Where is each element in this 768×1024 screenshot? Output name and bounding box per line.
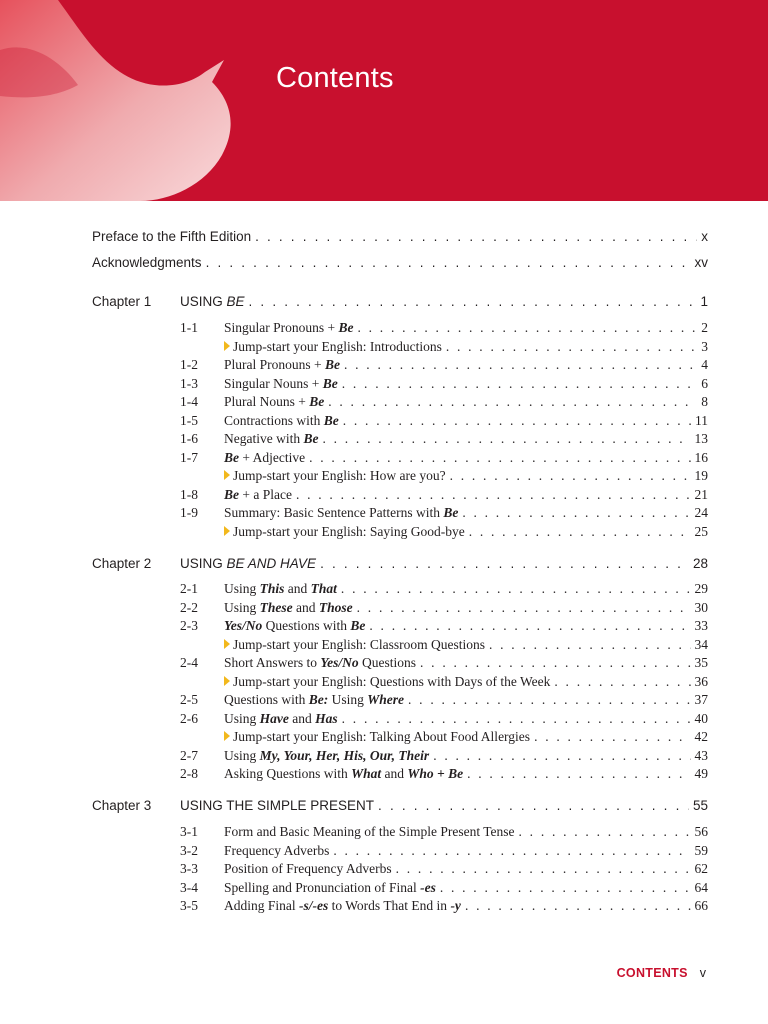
page-number: 64 bbox=[694, 879, 708, 895]
section-title bbox=[224, 357, 340, 373]
page-number: 19 bbox=[694, 468, 708, 483]
chapter-title-emphasis: BE bbox=[226, 294, 245, 309]
section-entry[interactable] bbox=[224, 413, 708, 429]
page-number: 30 bbox=[694, 599, 708, 615]
page-number: 33 bbox=[694, 618, 708, 633]
section-number: 1-2 bbox=[180, 357, 198, 372]
page-number: 43 bbox=[694, 747, 708, 763]
section-title-emphasis: This bbox=[259, 581, 285, 596]
section-title-text: Position of Frequency Adverbs bbox=[224, 861, 392, 876]
section-title bbox=[224, 880, 436, 896]
section-title-emphasis: Be bbox=[350, 618, 366, 633]
section-number: 2-4 bbox=[180, 655, 198, 670]
section-title-text: Summary: Basic Sentence Patterns with bbox=[224, 505, 444, 520]
page-number: 2 bbox=[701, 320, 708, 335]
chapter-label: Chapter 2 bbox=[92, 556, 152, 571]
page-number: 21 bbox=[694, 486, 708, 502]
dot-leader bbox=[343, 413, 691, 429]
dot-leader bbox=[333, 843, 690, 859]
section-title bbox=[224, 431, 318, 447]
section-number: 2-5 bbox=[180, 692, 198, 707]
section-title-emphasis: Be bbox=[338, 320, 354, 335]
section-title bbox=[224, 413, 339, 429]
page-number: 11 bbox=[695, 412, 708, 428]
section-title bbox=[224, 748, 429, 764]
page-number: xv bbox=[694, 255, 708, 270]
contents-header-banner bbox=[0, 0, 768, 201]
section-title-emphasis: -y bbox=[450, 898, 461, 913]
section-entry[interactable] bbox=[224, 376, 708, 392]
section-title-emphasis: Be bbox=[224, 449, 239, 465]
section-number: 2-2 bbox=[180, 599, 198, 615]
section-title-emphasis: Be bbox=[323, 412, 339, 428]
dot-leader bbox=[322, 431, 690, 447]
section-title-emphasis: Be: bbox=[308, 692, 329, 707]
jump-start-entry[interactable] bbox=[224, 729, 708, 745]
entry-title: Acknowledgments bbox=[92, 255, 202, 270]
section-title-emphasis: My, Your, Her, His, Our, Their bbox=[259, 747, 430, 763]
section-title-emphasis: Be bbox=[303, 431, 319, 446]
section-title-emphasis: Yes/No bbox=[320, 655, 359, 670]
section-title bbox=[224, 692, 404, 708]
section-entry[interactable] bbox=[224, 394, 708, 410]
section-title-emphasis: -es bbox=[420, 879, 436, 895]
chapter-title-text: USING bbox=[180, 556, 227, 571]
arrow-icon bbox=[224, 731, 230, 741]
chapter-title-entry[interactable] bbox=[180, 294, 708, 309]
section-title bbox=[224, 468, 446, 484]
dot-leader bbox=[328, 394, 697, 410]
section-title bbox=[224, 843, 329, 859]
section-entry[interactable] bbox=[224, 618, 708, 634]
page-number: 35 bbox=[694, 655, 708, 670]
section-title bbox=[224, 505, 458, 521]
section-number: 3-3 bbox=[180, 861, 198, 876]
section-entry[interactable] bbox=[224, 898, 708, 914]
dot-leader bbox=[358, 320, 698, 336]
section-title bbox=[224, 320, 354, 336]
section-title bbox=[224, 824, 515, 840]
page-number: 6 bbox=[701, 375, 708, 391]
section-entry[interactable] bbox=[224, 357, 708, 373]
dot-leader bbox=[440, 880, 691, 896]
page-number: 55 bbox=[692, 798, 708, 813]
section-title bbox=[224, 376, 338, 392]
section-number: 1-8 bbox=[180, 486, 198, 502]
section-title-text: Singular Nouns + bbox=[224, 375, 323, 391]
dot-leader bbox=[342, 376, 698, 392]
section-number: 1-5 bbox=[180, 412, 198, 428]
page-number: 4 bbox=[701, 357, 708, 372]
section-number: 2-1 bbox=[180, 581, 198, 596]
section-title bbox=[224, 655, 416, 671]
section-number: 2-3 bbox=[180, 618, 198, 633]
section-title-text: Asking Questions with bbox=[224, 766, 352, 781]
chapter-label: Chapter 3 bbox=[92, 798, 152, 813]
section-entry[interactable] bbox=[224, 600, 708, 616]
dot-leader bbox=[344, 357, 697, 373]
section-title bbox=[224, 766, 463, 782]
section-title-text: Negative with bbox=[224, 431, 304, 446]
page-number: 13 bbox=[694, 431, 708, 446]
page-number: 56 bbox=[694, 824, 708, 839]
page-number: 8 bbox=[701, 394, 708, 409]
bird-graphic bbox=[0, 0, 260, 201]
dot-leader bbox=[249, 294, 697, 309]
section-title-text: Using bbox=[328, 692, 368, 707]
section-title bbox=[224, 394, 324, 410]
section-title bbox=[224, 618, 365, 634]
dot-leader bbox=[420, 655, 690, 671]
section-title-text: Using bbox=[224, 747, 260, 763]
section-entry[interactable] bbox=[224, 824, 708, 840]
section-number: 1-7 bbox=[180, 449, 198, 465]
dot-leader bbox=[357, 600, 691, 616]
section-title bbox=[224, 524, 465, 540]
section-title-emphasis: Be bbox=[322, 375, 338, 391]
section-title-emphasis: Yes/No bbox=[224, 618, 263, 633]
dot-leader bbox=[342, 711, 691, 727]
jump-start-entry[interactable] bbox=[224, 637, 708, 653]
section-title-text: and bbox=[292, 599, 319, 615]
dot-leader bbox=[462, 505, 690, 521]
chapter-title bbox=[180, 556, 316, 571]
section-title-text: Spelling and Pronunciation of Final bbox=[224, 879, 421, 895]
dot-leader bbox=[519, 824, 691, 840]
chapter-title-text: USING bbox=[180, 294, 227, 309]
arrow-icon bbox=[224, 470, 230, 480]
section-title-text: Jump-start your English: Introductions bbox=[233, 338, 442, 354]
page-number: 28 bbox=[692, 556, 708, 571]
section-title-text: Contractions with bbox=[224, 412, 324, 428]
dot-leader bbox=[489, 637, 691, 653]
section-title-emphasis: Who + Be bbox=[407, 766, 464, 781]
section-title bbox=[224, 581, 337, 597]
arrow-icon bbox=[224, 526, 230, 536]
section-title-text: Questions with bbox=[224, 692, 309, 707]
dot-leader bbox=[378, 798, 689, 813]
arrow-icon bbox=[224, 676, 230, 686]
section-title-text: Jump-start your English: Talking About Food Allergies bbox=[233, 729, 531, 744]
section-number: 2-8 bbox=[180, 766, 198, 781]
chapter-title-text: USING THE SIMPLE PRESENT bbox=[180, 798, 375, 813]
page-title: Contents bbox=[276, 62, 394, 94]
section-title-text: and bbox=[288, 710, 316, 726]
section-number: 3-1 bbox=[180, 824, 198, 839]
dot-leader bbox=[396, 861, 691, 877]
section-title bbox=[224, 861, 392, 877]
section-title-text: Jump-start your English: Saying Good-bye bbox=[233, 523, 465, 539]
arrow-icon bbox=[224, 341, 230, 351]
page-number: 66 bbox=[694, 898, 708, 913]
section-entry[interactable] bbox=[224, 655, 708, 671]
section-number: 1-6 bbox=[180, 431, 198, 446]
jump-start-entry[interactable] bbox=[224, 468, 708, 484]
dot-leader bbox=[450, 468, 691, 484]
section-title-emphasis: Have bbox=[259, 710, 289, 726]
section-title-text: Singular Pronouns + bbox=[224, 320, 339, 335]
section-title-emphasis: Be bbox=[325, 357, 340, 372]
section-title-emphasis: What bbox=[351, 766, 382, 781]
section-number: 1-4 bbox=[180, 394, 198, 409]
section-entry[interactable] bbox=[224, 692, 708, 708]
section-title-emphasis: Be bbox=[443, 505, 459, 520]
section-title-emphasis: Those bbox=[318, 599, 353, 615]
section-title bbox=[224, 339, 442, 355]
section-title bbox=[224, 600, 353, 616]
page-number: 59 bbox=[694, 842, 708, 858]
section-title-text: Jump-start your English: Classroom Questions bbox=[233, 636, 485, 652]
section-number: 1-1 bbox=[180, 320, 198, 335]
section-title-emphasis: These bbox=[259, 599, 293, 615]
dot-leader bbox=[467, 766, 690, 782]
section-title-text: Using bbox=[224, 599, 260, 615]
dot-leader bbox=[206, 255, 691, 270]
dot-leader bbox=[341, 581, 691, 597]
page-number: 24 bbox=[694, 505, 708, 520]
section-title-text: and bbox=[284, 581, 311, 596]
dot-leader bbox=[255, 229, 697, 244]
section-title bbox=[224, 674, 550, 690]
chapter-title bbox=[180, 294, 245, 309]
section-title-text: Questions bbox=[358, 655, 417, 670]
chapter-title bbox=[180, 798, 374, 813]
page-footer bbox=[617, 966, 706, 980]
section-title-text: Using bbox=[224, 581, 260, 596]
page-number: 29 bbox=[694, 581, 708, 596]
footer-label: CONTENTS bbox=[616, 966, 688, 980]
section-entry[interactable] bbox=[224, 431, 708, 447]
page-number: 1 bbox=[700, 294, 708, 309]
section-title-text: Plural Pronouns + bbox=[224, 357, 325, 372]
section-title bbox=[224, 898, 461, 914]
dot-leader bbox=[433, 748, 690, 764]
page-number: 25 bbox=[694, 523, 708, 539]
section-title-text: Adding Final bbox=[224, 898, 300, 913]
toc-front-preface[interactable] bbox=[92, 229, 708, 244]
section-number: 2-6 bbox=[180, 710, 198, 726]
section-number: 3-5 bbox=[180, 898, 198, 913]
section-title-text: Jump-start your English: Questions with Days of the Week bbox=[233, 673, 551, 689]
section-entry[interactable] bbox=[224, 505, 708, 521]
section-title-text: Short Answers to bbox=[224, 655, 321, 670]
section-title-text: Frequency Adverbs bbox=[224, 842, 330, 858]
page-number: 42 bbox=[694, 729, 708, 744]
section-title-text: and bbox=[381, 766, 408, 781]
section-entry[interactable] bbox=[224, 320, 708, 336]
section-title-text: Questions with bbox=[262, 618, 351, 633]
section-title-text: Plural Nouns + bbox=[224, 394, 310, 409]
dot-leader bbox=[296, 487, 691, 503]
page-number: 49 bbox=[694, 766, 708, 781]
section-title bbox=[224, 450, 305, 466]
entry-title: Preface to the Fifth Edition bbox=[92, 229, 252, 244]
toc-front-acknowledgments[interactable] bbox=[92, 255, 708, 270]
section-title-emphasis: Has bbox=[315, 710, 338, 726]
section-number: 2-7 bbox=[180, 747, 198, 763]
page-number: 40 bbox=[694, 710, 708, 726]
section-title bbox=[224, 637, 485, 653]
dot-leader bbox=[534, 729, 690, 745]
page-number: 16 bbox=[694, 449, 708, 465]
chapter-title-rest: AND HAVE bbox=[244, 556, 317, 571]
arrow-icon bbox=[224, 639, 230, 649]
chapter-title-entry[interactable] bbox=[180, 798, 708, 813]
section-entry[interactable] bbox=[224, 487, 708, 503]
section-number: 3-4 bbox=[180, 879, 198, 895]
section-title bbox=[224, 711, 338, 727]
section-number: 3-2 bbox=[180, 842, 198, 858]
section-title-text: + Adjective bbox=[239, 449, 306, 465]
section-entry[interactable] bbox=[224, 843, 708, 859]
section-number: 1-3 bbox=[180, 375, 198, 391]
section-title-text: Using bbox=[224, 710, 260, 726]
section-title bbox=[224, 487, 292, 503]
jump-start-entry[interactable] bbox=[224, 524, 708, 540]
section-title-emphasis: Where bbox=[367, 692, 405, 707]
section-title bbox=[224, 729, 530, 745]
page-number: 3 bbox=[701, 338, 708, 354]
section-title-text: Form and Basic Meaning of the Simple Present Tense bbox=[224, 824, 515, 839]
section-title-emphasis: Be bbox=[224, 486, 239, 502]
section-entry[interactable] bbox=[224, 450, 708, 466]
section-title-text: Jump-start your English: How are you? bbox=[233, 468, 446, 483]
section-title-emphasis: Be bbox=[309, 394, 325, 409]
page-number: x bbox=[701, 229, 708, 244]
section-entry[interactable] bbox=[224, 861, 708, 877]
page-number: 34 bbox=[694, 636, 708, 652]
section-entry[interactable] bbox=[224, 766, 708, 782]
dot-leader bbox=[320, 556, 689, 571]
section-number: 1-9 bbox=[180, 505, 198, 520]
section-title-text: + a Place bbox=[239, 486, 292, 502]
dot-leader bbox=[469, 524, 691, 540]
jump-start-entry[interactable] bbox=[224, 674, 708, 690]
dot-leader bbox=[465, 898, 691, 914]
section-entry[interactable] bbox=[224, 748, 708, 764]
footer-page-number: v bbox=[699, 966, 706, 980]
section-title-emphasis: That bbox=[310, 581, 337, 596]
page-number: 62 bbox=[694, 861, 708, 876]
page-number: 36 bbox=[694, 673, 708, 689]
section-entry[interactable] bbox=[224, 880, 708, 896]
chapter-label: Chapter 1 bbox=[92, 294, 152, 309]
section-title-text: to Words That End in bbox=[328, 898, 451, 913]
dot-leader bbox=[446, 339, 697, 355]
chapter-title-emphasis: BE bbox=[226, 556, 245, 571]
page-number: 37 bbox=[694, 692, 708, 707]
section-entry[interactable] bbox=[224, 711, 708, 727]
chapter-title-entry[interactable] bbox=[180, 556, 708, 571]
section-title-emphasis: -s/-es bbox=[299, 898, 329, 913]
dot-leader bbox=[408, 692, 690, 708]
dot-leader bbox=[309, 450, 690, 466]
dot-leader bbox=[554, 674, 690, 690]
dot-leader bbox=[369, 618, 690, 634]
section-entry[interactable] bbox=[224, 581, 708, 597]
jump-start-entry[interactable] bbox=[224, 339, 708, 355]
